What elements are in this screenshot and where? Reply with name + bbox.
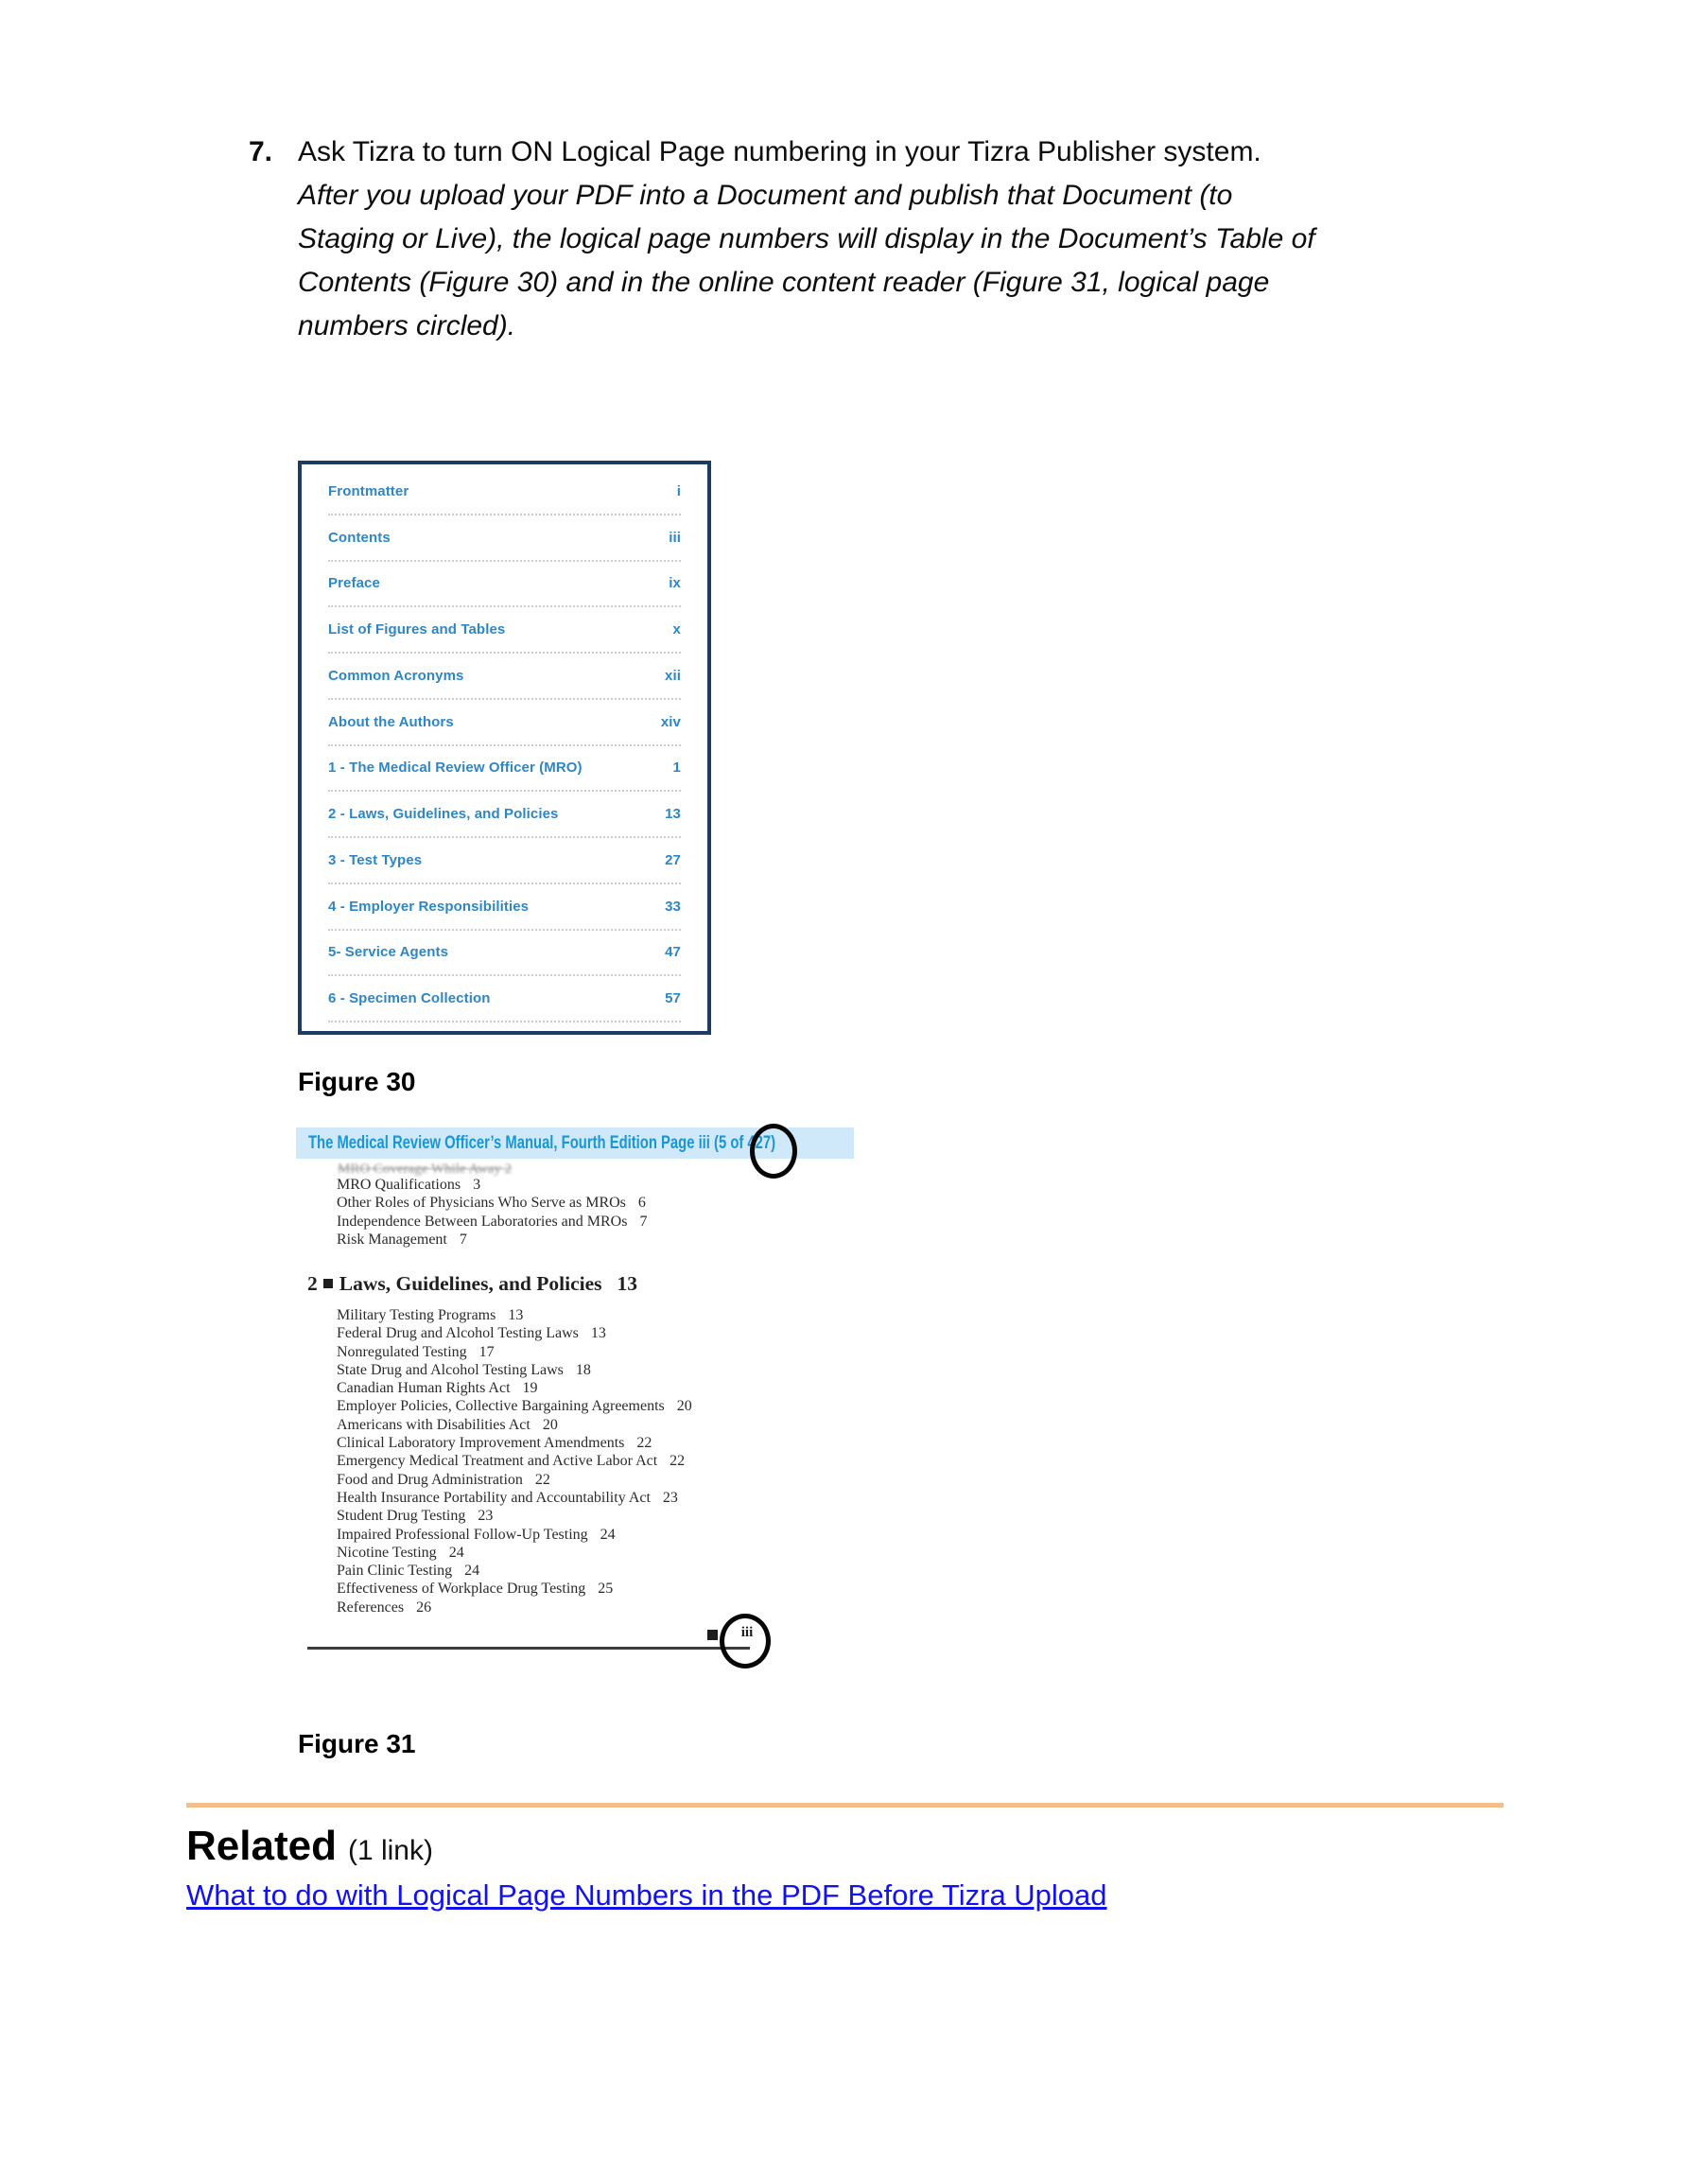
- book-toc-label: References: [337, 1599, 405, 1616]
- book-toc-page: 18: [575, 1361, 591, 1378]
- toc-entry-page: 33: [665, 898, 681, 915]
- book-toc-label: Clinical Laboratory Improvement Amendments: [337, 1435, 625, 1452]
- book-toc-entry: [337, 1307, 692, 1325]
- toc-entry-page: 1: [672, 760, 681, 777]
- book-toc-page: 17: [478, 1343, 495, 1360]
- toc-row: [328, 515, 681, 562]
- footer-page-circle-annotation: [720, 1614, 771, 1669]
- book-toc-label: Independence Between Laboratories and MROs: [337, 1213, 628, 1230]
- toc-row: [328, 469, 681, 515]
- toc-entry-label: 5- Service Agents: [328, 944, 449, 961]
- book-toc-label: Impaired Professional Follow-Up Testing: [337, 1526, 588, 1543]
- book-toc-label: MRO Qualifications: [337, 1177, 461, 1193]
- toc-row: [328, 976, 681, 1022]
- book-toc-entry: [337, 1527, 692, 1545]
- book-toc-page: 13: [590, 1325, 606, 1342]
- reader-title-text: The Medical Review Officer’s Manual, Fourth Edition Page iii (5 of 427): [308, 1133, 776, 1153]
- toc-entry-page: 47: [665, 944, 681, 961]
- toc-entry-label: 2 - Laws, Guidelines, and Policies: [328, 806, 559, 823]
- book-toc-entry: [337, 1398, 692, 1416]
- book-toc-entry: [337, 1453, 692, 1471]
- toc-entry-page: i: [676, 482, 681, 499]
- step-line: Ask Tizra to turn ON Logical Page numbering in your Tizra Publisher system.: [298, 136, 1261, 167]
- figure-30-toc-image: [298, 461, 711, 1035]
- page-footer-rule: [307, 1647, 750, 1650]
- figure-31-caption: Figure 31: [298, 1729, 416, 1758]
- toc-entry-label: Preface: [328, 575, 380, 592]
- figure-31-reader-image: [296, 1127, 882, 1695]
- book-toc-page: 26: [416, 1599, 432, 1616]
- toc-entry-page: 27: [665, 851, 681, 868]
- toc-row: [328, 562, 681, 608]
- book-toc-entry: [337, 1581, 692, 1599]
- book-toc-entry: [337, 1362, 692, 1380]
- book-toc-label: Nicotine Testing: [337, 1544, 437, 1561]
- toc-row: [328, 838, 681, 884]
- toc-entry-label: 3 - Test Types: [328, 851, 423, 868]
- book-toc-entry: [337, 1214, 647, 1232]
- toc-entry-page: 57: [665, 990, 681, 1007]
- footer-square-icon: [707, 1630, 718, 1640]
- step-text: [298, 131, 1315, 348]
- book-toc-page: 7: [639, 1213, 648, 1230]
- book-toc-entry: [337, 1195, 647, 1213]
- book-toc-page: 13: [508, 1307, 524, 1323]
- toc-entry-label: 6 - Specimen Collection: [328, 990, 491, 1007]
- book-toc-entry: [337, 1232, 647, 1249]
- book-toc-page: 19: [522, 1380, 538, 1397]
- book-toc-entry: [337, 1325, 692, 1343]
- step-line: Staging or Live), the logical page numbers will display in the Document’s Table of: [298, 223, 1315, 254]
- step-number: 7.: [249, 136, 273, 167]
- toc-entry-page: iii: [669, 529, 681, 546]
- toc-entry-page: 13: [665, 806, 681, 823]
- book-toc-entry: [337, 1599, 692, 1617]
- book-toc-label: Military Testing Programs: [337, 1307, 496, 1323]
- step-7-item: [249, 131, 1315, 348]
- book-toc-label: Emergency Medical Treatment and Active Labor Act: [337, 1453, 658, 1470]
- book-toc-entry: [337, 1435, 692, 1453]
- section-divider: [186, 1803, 1504, 1808]
- toc-row: [328, 746, 681, 793]
- toc-entry-page: ix: [669, 575, 681, 592]
- book-toc-entry: [337, 1344, 692, 1362]
- toc-row: [328, 931, 681, 977]
- book-toc-entry: [337, 1417, 692, 1435]
- toc-row: [328, 792, 681, 838]
- book-toc-label: Pain Clinic Testing: [337, 1563, 453, 1580]
- book-toc-label: State Drug and Alcohol Testing Laws: [337, 1361, 564, 1378]
- book-toc-page: 22: [670, 1453, 686, 1470]
- book-toc-page: 20: [542, 1416, 558, 1433]
- book-toc-label: Federal Drug and Alcohol Testing Laws: [337, 1325, 579, 1342]
- book-toc-page: 25: [598, 1581, 614, 1598]
- book-toc-page: 3: [473, 1177, 481, 1193]
- book-toc-entry: [337, 1177, 647, 1195]
- step-line: Contents (Figure 30) and in the online content reader (Figure 31, logical page: [298, 267, 1270, 298]
- toc-entry-label: Frontmatter: [328, 482, 409, 499]
- book-toc-label: Student Drug Testing: [337, 1508, 466, 1525]
- toc-entry-label: 4 - Employer Responsibilities: [328, 898, 530, 915]
- related-title: Related: [186, 1823, 337, 1869]
- book-toc-label: Employer Policies, Collective Bargaining Agreements: [337, 1398, 665, 1415]
- chapter-title: Laws, Guidelines, and Policies: [339, 1272, 602, 1295]
- figure-30-caption: Figure 30: [298, 1067, 416, 1096]
- footer-page-number: iii: [740, 1625, 754, 1640]
- chapter-page: 13: [617, 1272, 637, 1295]
- logical-page-circle-annotation: [750, 1124, 797, 1179]
- book-toc-label: Health Insurance Portability and Accountability Act: [337, 1489, 651, 1506]
- toc-entry-page: xii: [665, 667, 681, 684]
- book-toc-entry: [337, 1563, 692, 1581]
- book-toc-page: 22: [636, 1435, 652, 1452]
- book-toc-label: Canadian Human Rights Act: [337, 1380, 511, 1397]
- toc-entry-page: x: [672, 621, 681, 638]
- related-heading: [186, 1823, 433, 1870]
- book-toc-entry: [337, 1472, 692, 1490]
- toc-entry-label: About the Authors: [328, 713, 454, 730]
- book-toc-label: Effectiveness of Workplace Drug Testing: [337, 1581, 586, 1598]
- book-toc-entry: [337, 1545, 692, 1563]
- book-toc-label: Nonregulated Testing: [337, 1343, 467, 1360]
- toc-entry-page: xiv: [660, 713, 681, 730]
- related-link-count: (1 link): [347, 1835, 433, 1866]
- toc-row: [328, 700, 681, 746]
- chapter-number: 2: [307, 1272, 318, 1295]
- square-bullet-icon: [323, 1279, 333, 1288]
- book-toc-entry: [337, 1490, 692, 1508]
- book-toc-label: Other Roles of Physicians Who Serve as MROs: [337, 1195, 626, 1212]
- book-toc-label: Food and Drug Administration: [337, 1471, 523, 1488]
- toc-row: [328, 607, 681, 654]
- faded-toc-line: MRO Coverage While Away 2: [338, 1162, 513, 1177]
- book-toc-section-1: [337, 1177, 647, 1249]
- book-toc-page: 23: [662, 1489, 678, 1506]
- book-toc-page: 24: [464, 1563, 480, 1580]
- step-italic-lines: [298, 174, 1315, 348]
- book-toc-page: 6: [637, 1195, 646, 1212]
- step-line: After you upload your PDF into a Document and publish that Document (to: [298, 180, 1233, 211]
- toc-entry-label: Contents: [328, 529, 391, 546]
- toc-row: [328, 654, 681, 700]
- book-toc-section-2: [337, 1307, 692, 1617]
- step-line: numbers circled).: [298, 310, 516, 341]
- book-chapter-heading: [307, 1272, 637, 1296]
- book-toc-entry: [337, 1380, 692, 1398]
- book-toc-entry: [337, 1508, 692, 1526]
- book-toc-page: 23: [478, 1508, 494, 1525]
- toc-entry-label: List of Figures and Tables: [328, 621, 506, 638]
- toc-entry-label: Common Acronyms: [328, 667, 464, 684]
- toc-row: [328, 884, 681, 931]
- book-toc-label: Americans with Disabilities Act: [337, 1416, 530, 1433]
- related-article-link[interactable]: What to do with Logical Page Numbers in the PDF Before Tizra Upload: [186, 1878, 1107, 1912]
- book-toc-page: 22: [534, 1471, 550, 1488]
- book-toc-page: 7: [459, 1231, 467, 1248]
- toc-entry-label: 1 - The Medical Review Officer (MRO): [328, 760, 583, 777]
- book-toc-page: 20: [676, 1398, 692, 1415]
- book-toc-page: 24: [448, 1544, 464, 1561]
- book-toc-page: 24: [600, 1526, 616, 1543]
- book-toc-label: Risk Management: [337, 1231, 447, 1248]
